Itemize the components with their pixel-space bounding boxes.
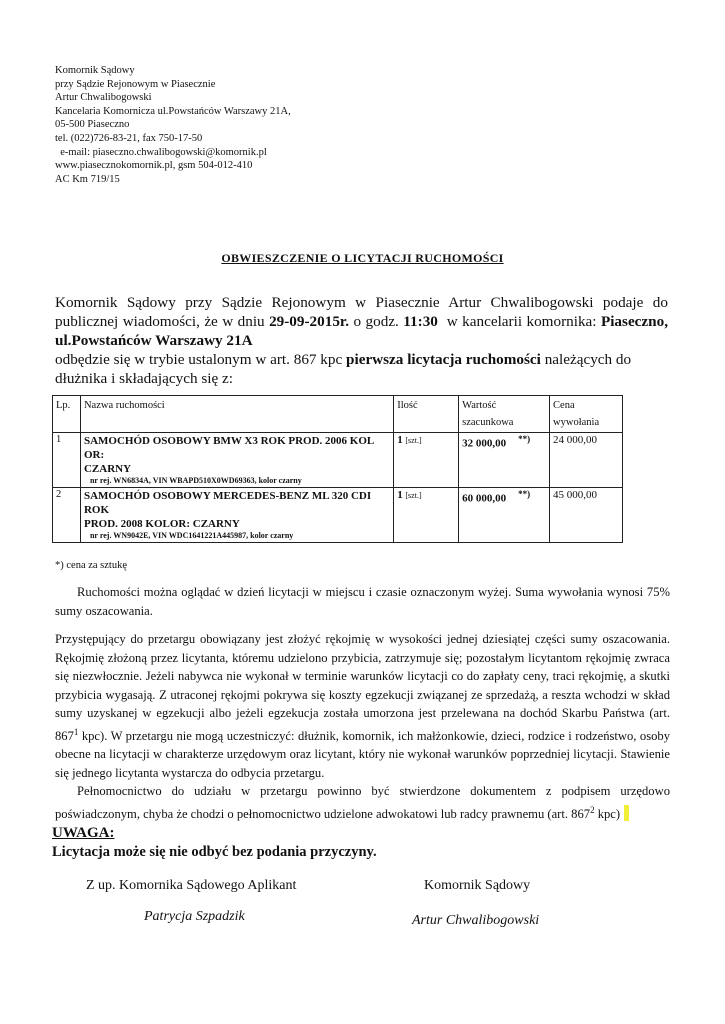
intro-text: o godz. xyxy=(349,313,404,330)
intro-text: odbędzie się w trybie ustalonym w art. 867 kpc xyxy=(55,351,347,368)
case-number: AC Km 719/15 xyxy=(55,173,120,185)
row-name: SAMOCHÓD OSOBOWY MERCEDES-BENZ ML 320 CDI ROK PROD. 2008 KOLOR: CZARNY nr rej. WN9042E, VIN WDC1641221A445987, kolor czarny xyxy=(80,488,393,543)
bailiff-header xyxy=(55,64,291,186)
header-line: przy Sądzie Rejonowym w Piasecznie xyxy=(55,78,216,90)
row-qty: 1 [szt.] xyxy=(394,433,459,488)
registration-info: nr rej. WN6834A, VIN WBAPD510X0WD69363, kolor czarny xyxy=(89,476,302,485)
row-price: 45 000,00 xyxy=(550,488,623,543)
col-value: Wartość szacunkowa xyxy=(459,396,550,433)
col-lp: Lp. xyxy=(53,396,81,433)
warning-text: Licytacja może się nie odbyć bez podania przyczyny. xyxy=(52,844,377,860)
signature-right-name: Artur Chwalibogowski xyxy=(412,913,540,928)
table-row xyxy=(53,488,623,543)
row-value: 60 000,00 **) xyxy=(459,488,550,543)
row-qty: 1 [szt.] xyxy=(394,488,459,543)
registration-info: nr rej. WN9042E, VIN WDC1641221A445987, kolor czarny xyxy=(89,531,294,540)
auction-time: 11:30 xyxy=(403,313,438,330)
paragraph-viewing: Ruchomości można oglądać w dzień licytacji w miejscu i czasie oznaczonym wyżej. Suma wywołania wynosi 75% sumy oszacowania. xyxy=(55,585,670,618)
warning-title: UWAGA: xyxy=(52,825,115,841)
header-line: 05-500 Piaseczno xyxy=(55,119,130,131)
items-table xyxy=(52,395,623,543)
signature-left-title: Z up. Komornika Sądowego Aplikant xyxy=(86,878,297,893)
table-row xyxy=(53,433,623,488)
intro-text: należących do dłużnika i składających się z: xyxy=(55,351,632,387)
intro-text: Komornik Sądowy przy Sądzie Rejonowym w Piasecznie Artur Chwalibogowski podaje do publicznej wiadomości, że w dniu xyxy=(55,294,668,330)
auction-type: pierwsza licytacja ruchomości xyxy=(346,351,541,368)
header-line: Artur Chwalibogowski xyxy=(55,92,152,104)
row-name: SAMOCHÓD OSOBOWY BMW X3 ROK PROD. 2006 KOL OR: CZARNY nr rej. WN6834A, VIN WBAPD510X0WD69363, kolor czarny xyxy=(80,433,393,488)
auction-date: 29-09-2015r. xyxy=(269,313,350,330)
header-line: e-mail: piaseczno.chwalibogowski@komornik.pl xyxy=(55,146,267,158)
table-header-row xyxy=(53,396,623,433)
auction-place: Piaseczno, ul.Powstańców Warszawy 21A xyxy=(55,313,668,349)
row-lp: 1 xyxy=(53,433,81,488)
header-line: tel. (022)726-83-21, fax 750-17-50 xyxy=(55,132,203,144)
paragraph-deposit: Przystępujący do przetargu obowiązany jest złożyć rękojmię w wysokości jednej dziesiątej części sumy oszacowania. Rękojmię złożoną przez licytanta, któremu udzielono przybicia, zatrzymuje się; pozostałym licytantom rękojmię zwraca się niezwłocznie. Jeżeli nabywca nie wykonał w terminie warunków licytacji co do zapłaty ceny, traci rękojmię, a skutki przybicia wygasają. Z utraconej rękojmi pokrywa się koszty egzekucji związanej ze sprzedażą, a reszta wchodzi w skład sumy uzyskanej w egzekucji albo jeżeli egzekucja została umorzona jest przelewana na dochód Skarbu Państwa (art. $867^1$ kpc). W przetargu nie mogą uczestniczyć: dłużnik, komornik, ich małżonkowie, dzieci, rodzice i rodzeństwo, osoby obecne na licytacji w charakterze urzędowym oraz licytant, który nie wykonał warunków poprzedniej licytacji. Stawienie się jednego licytanta wystarcza do odbycia przetargu. Pełnomocnictwo do udziału w przetargu powinno być stwierdzone dokumentem z podpisem urzędowo poświadczonym, chyba że chodzi o pełnomocnictwo udzielone adwokatowi lub radcy prawnemu (art. $867^2$ kpc) xyxy=(55,632,670,821)
document-title: OBWIESZCZENIE O LICYTACJI RUCHOMOŚCI xyxy=(221,251,504,265)
footnote: *) cena za sztukę xyxy=(55,560,127,571)
intro-paragraph xyxy=(55,293,668,388)
intro-text: w kancelarii komornika: xyxy=(437,313,601,330)
col-price: Cena wywołania xyxy=(550,396,623,433)
header-line: Komornik Sądowy xyxy=(55,65,135,76)
row-value: 32 000,00 **) xyxy=(459,433,550,488)
signature-right-title: Komornik Sądowy xyxy=(424,878,531,893)
header-line: Kancelaria Komornicza ul.Powstańców Warszawy 21A, xyxy=(55,105,291,117)
col-name: Nazwa ruchomości xyxy=(80,396,393,433)
row-price: 24 000,00 xyxy=(550,433,623,488)
header-line: www.piasecznokomornik.pl, gsm 504-012-410 xyxy=(55,160,253,172)
signature-left-name: Patrycja Szpadzik xyxy=(144,909,245,924)
highlight-mark xyxy=(624,805,629,821)
row-lp: 2 xyxy=(53,488,81,543)
col-qty: Ilość xyxy=(394,396,459,433)
